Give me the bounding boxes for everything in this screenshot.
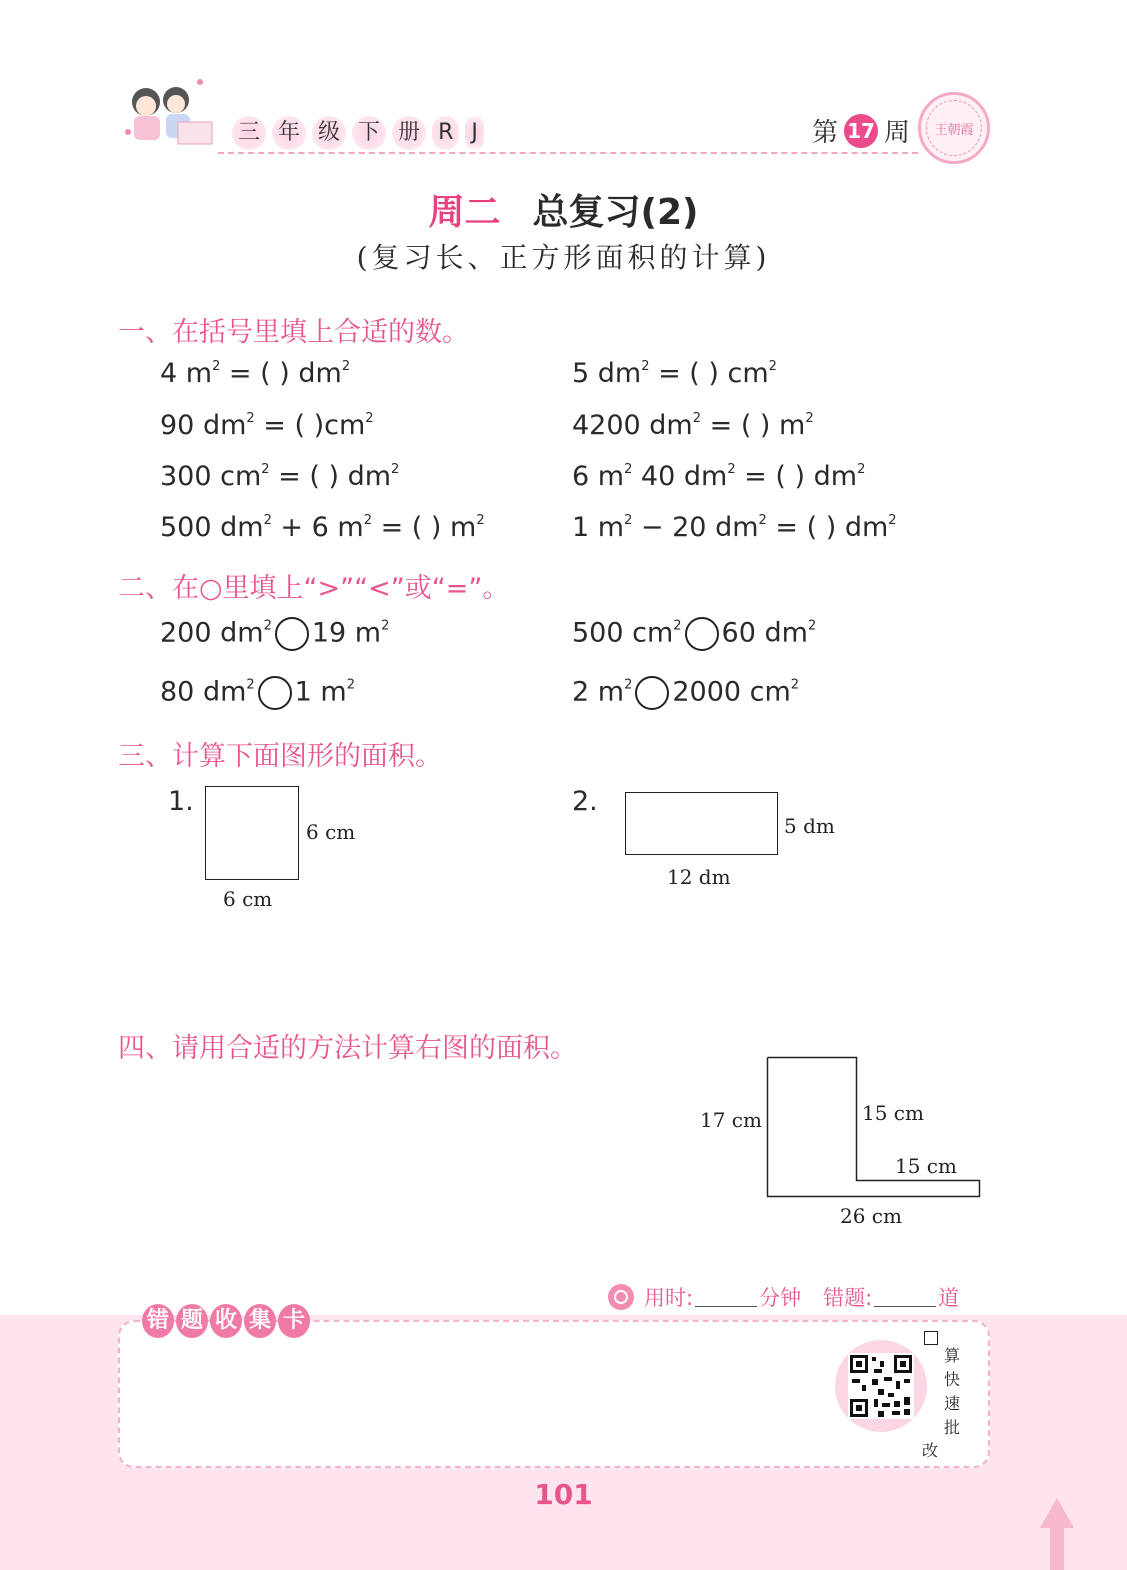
brand-badge — [918, 92, 990, 164]
fill-item: 4200 $dm^2$ = ( ) $m^2$ — [572, 410, 814, 441]
grade-tag: J — [465, 116, 484, 150]
section2-heading: 二、在○里填上“>”“<”或“=”。 — [118, 573, 510, 604]
compare-item: 80 $dm^2$ 1 $m^2$ — [160, 676, 355, 710]
page-title — [0, 184, 1127, 235]
fill-item: 5 $dm^2$ = ( ) $cm^2$ — [572, 358, 777, 389]
figure2-number: 2. — [572, 786, 598, 817]
qr-code-icon[interactable] — [848, 1353, 914, 1419]
grade-tags — [232, 116, 484, 150]
header-divider — [218, 152, 918, 154]
rectangle-side-label: 5 dm — [784, 814, 835, 838]
section1-heading: 一、在括号里填上合适的数。 — [118, 317, 469, 348]
rectangle-bottom-label: 12 dm — [667, 865, 731, 889]
section4-heading: 四、请用合适的方法计算右图的面积。 — [118, 1033, 577, 1064]
square-side-label: 6 cm — [306, 820, 356, 844]
fill-item: 90 $dm^2$ = ( )$cm^2$ — [160, 410, 374, 441]
week-prefix: 第 — [812, 118, 839, 148]
title-day: 周二 — [428, 192, 501, 233]
l-shape-inner-horizontal-label: 15 cm — [895, 1154, 957, 1178]
figure1-number: 1. — [168, 786, 194, 817]
grade-tag: 下 — [352, 116, 386, 150]
compare-item: 500 $cm^2$ 60 $dm^2$ — [572, 617, 816, 651]
page-number: 101 — [534, 1478, 593, 1511]
timer-row — [608, 1282, 959, 1312]
page-subtitle: (复习长、正方形面积的计算) — [356, 241, 771, 274]
grade-tag: 三 — [232, 116, 266, 150]
grade-tag: 级 — [312, 116, 346, 150]
answer-circle[interactable] — [635, 676, 669, 710]
grade-tag: 年 — [272, 116, 306, 150]
card-title: 错 题 收 集 卡 — [142, 1304, 310, 1338]
fill-item: 500 $dm^2 + 6$ $m^2$ = ( ) $m^2$ — [160, 512, 485, 543]
l-shape-inner-vertical-label: 15 cm — [862, 1101, 924, 1125]
grade-tag: 册 — [392, 116, 426, 150]
quick-grade-last: 改 — [922, 1441, 939, 1460]
up-arrow-icon — [1040, 1498, 1074, 1570]
time-unit: 分钟 — [759, 1286, 802, 1310]
week-indicator — [812, 112, 910, 149]
compare-item: 2 $m^2$ 2000 $cm^2$ — [572, 676, 799, 710]
title-main: 总复习(2) — [532, 192, 699, 233]
kids-illustration — [118, 72, 218, 154]
answer-circle[interactable] — [275, 617, 309, 651]
time-label: 用时: — [644, 1286, 694, 1310]
fill-item: 300 $cm^2$ = ( ) $dm^2$ — [160, 461, 400, 492]
l-shape-figure — [760, 1050, 988, 1202]
week-number: 17 — [844, 114, 878, 148]
errors-label: 错题: — [823, 1286, 873, 1310]
l-shape-bottom-label: 26 cm — [840, 1204, 902, 1228]
section3-heading: 三、计算下面图形的面积。 — [118, 741, 442, 772]
clock-icon — [608, 1284, 634, 1310]
square-bottom-label: 6 cm — [223, 887, 273, 911]
square-figure — [205, 786, 299, 880]
brand-badge-text: 王朝霞 — [926, 100, 982, 156]
week-suffix: 周 — [884, 118, 911, 148]
fill-item: 6 $m^2$ 40 $dm^2$ = ( ) $dm^2$ — [572, 461, 866, 492]
rectangle-figure — [625, 792, 778, 855]
l-shape-left-label: 17 cm — [700, 1108, 762, 1132]
errors-unit: 道 — [938, 1286, 960, 1310]
qr-code-wrapper — [835, 1340, 927, 1432]
time-blank[interactable] — [695, 1288, 757, 1307]
fill-item: 4 $m^2$ = ( ) $dm^2$ — [160, 358, 351, 389]
grade-tag: R — [432, 116, 459, 150]
fill-item: 1 $m^2 - 20$ $dm^2$ = ( ) $dm^2$ — [572, 512, 897, 543]
quick-grade-text: 算 快 速 批 — [944, 1346, 961, 1437]
checkbox-icon[interactable] — [924, 1331, 938, 1345]
errors-blank[interactable] — [874, 1288, 936, 1307]
compare-item: 200 $dm^2$ 19 $m^2$ — [160, 617, 389, 651]
answer-circle[interactable] — [258, 676, 292, 710]
answer-circle[interactable] — [685, 617, 719, 651]
